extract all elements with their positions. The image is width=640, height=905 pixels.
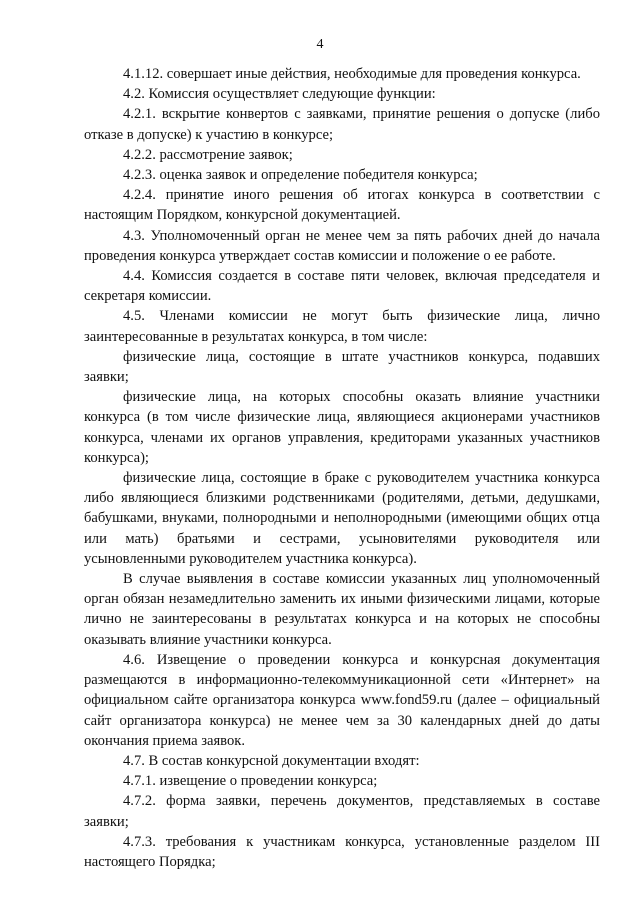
paragraph-4-7-3: 4.7.3. требования к участникам конкурса, установленные разделом III настоящего Порядка;: [84, 833, 600, 870]
paragraph-4-6: 4.6. Извещение о проведении конкурса и конкурсная документация размещаются в информационно-телекоммуникационной сети «Интернет» на официальном сайте организатора конкурса www.fond59.ru (далее – официальный сайт организатора конкурса) не менее чем за 30 календарных дней до даты окончания приема заявок.: [84, 651, 600, 749]
paragraph-4-2: 4.2. Комиссия осуществляет следующие функции:: [123, 86, 436, 103]
document-body: [84, 64, 600, 872]
paragraph-4-2-4: 4.2.4. принятие иного решения об итогах конкурса в соответствии с настоящим Порядком, конкурсной документацией.: [84, 187, 600, 224]
paragraph-4-2-1: 4.2.1. вскрытие конвертов с заявками, принятие решения о допуске (либо отказе в допуске) к участию в конкурсе;: [84, 106, 600, 143]
paragraph-4-5-item-1: физические лица, состоящие в штате участников конкурса, подавших заявки;: [84, 348, 600, 386]
paragraph-4-3: 4.3. Уполномоченный орган не менее чем за пять рабочих дней до начала проведения конкурса утверждает состав комиссии и положение о ее работе.: [84, 227, 600, 264]
paragraph-4-1-12: 4.1.12. совершает иные действия, необходимые для проведения конкурса.: [123, 66, 581, 82]
paragraph-4-7-2: 4.7.2. форма заявки, перечень документов, представляемых в составе заявки;: [84, 793, 600, 830]
paragraph-4-5-item-2: физические лица, на которых способны оказать влияние участники конкурса (в том числе физические лица, являющиеся акционерами участников конкурса, членами их органов управления, кредиторами указанных участников конкурса);: [84, 389, 600, 466]
paragraph-4-7: 4.7. В состав конкурсной документации входят:: [123, 752, 420, 769]
paragraph-4-2-3: 4.2.3. оценка заявок и определение победителя конкурса;: [123, 167, 478, 184]
paragraph-4-5-item-3: физические лица, состоящие в браке с руководителем участника конкурса либо являющиеся близкими родственниками (родителями, детьми, дедушками, бабушками, внуками, полнородными и неполнородными (имеющими общих отца или мать) братьями и сестрами, усыновителями руководителя или усыновленными руководителем участника конкурса).: [84, 470, 600, 567]
paragraph-4-5: 4.5. Членами комиссии не могут быть физические лица, лично заинтересованные в результатах конкурса, в том числе:: [84, 308, 600, 345]
paragraph-replacement-rule: В случае выявления в составе комиссии указанных лиц уполномоченный орган обязан незамедлительно заменить их иными физическими лицами, которые лично не заинтересованы в результатах конкурса и на которых не способны оказывать влияние участники конкурса.: [84, 571, 600, 648]
paragraph-4-7-1: 4.7.1. извещение о проведении конкурса;: [123, 773, 378, 790]
page-number: 4: [316, 37, 324, 52]
paragraph-4-2-2: 4.2.2. рассмотрение заявок;: [123, 146, 293, 163]
paragraph-4-4: 4.4. Комиссия создается в составе пяти человек, включая председателя и секретаря комиссии.: [84, 268, 600, 305]
